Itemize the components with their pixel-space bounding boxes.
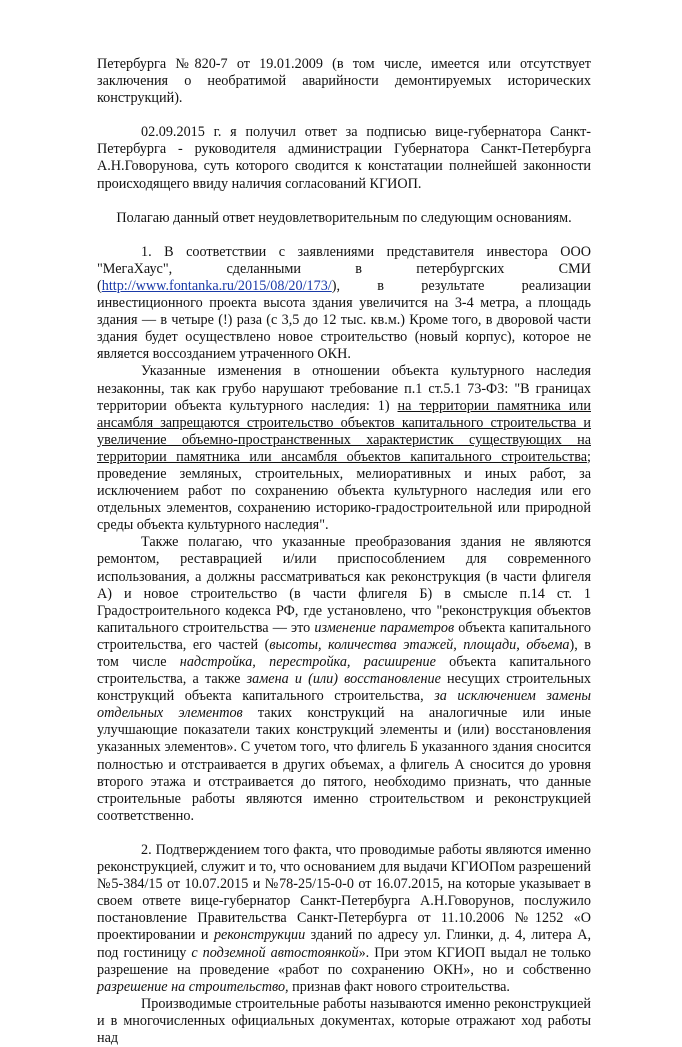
text: 02.09.2015 г. я получил ответ за подписью вице-губернатора Санкт-Петербурга - руководителя администрации Губернатора Санкт-Петербурга А.Н.Говорунова, суть которого сводится к констатации полнейшей законности происходящего ввиду наличия согласований КГИОП. [97, 124, 591, 192]
text: ». При этом КГИОП выдал не только разрешение на проведение «работ по сохранению ОКН», но и собственно [97, 944, 591, 978]
paragraph-response-received [97, 124, 591, 192]
paragraph-point-1 [97, 244, 591, 364]
italic-text: с подземной автостоянкой [191, 944, 359, 961]
spacer [97, 107, 591, 124]
text: 1. В соответствии с заявлениями представителя инвестора ООО "МегаХаус", сделанными в петербургских СМИ ( [97, 243, 591, 294]
text: Производимые строительные работы называются именно реконструкцией и в многочисленных официальных документах, которые отражают ход работы над [97, 995, 591, 1046]
text: Полагаю данный ответ неудовлетворительным по следующим основаниям. [116, 209, 572, 226]
paragraph-reconstruction [97, 534, 591, 825]
spacer [97, 193, 591, 210]
paragraph-unsatisfactory [97, 210, 591, 227]
text: ; проведение земляных, строительных, мелиоративных и иных работ, за исключением работ по сохранению объекта культурного наследия или его отдельных элементов, сохранению историко-градостроительной или природной среды объекта культурного наследия". [97, 448, 591, 534]
text: объекта капитального строительства, его частей ( [97, 619, 591, 653]
text: несущих строительных конструкций объекта капитального строительства, [97, 671, 591, 705]
text: зданий по адресу ул. Глинки, д. 4, литера А, под гостиницу [97, 927, 591, 961]
paragraph-continuation [97, 56, 591, 107]
paragraph-official-documents [97, 996, 591, 1047]
text: 2. Подтверждением того факта, что проводимые работы являются именно реконструкцией, служит и то, что основанием для выдачи КГИОПом разрешений №5-384/15 от 10.07.2015 и №78-25/15-0-0 от 16.07.2015, на которые указывает в своем ответе вице-губернатор Санкт-Петербурга А.Н.Говорунов, послужило постановление Правительства Санкт-Петербурга от 11.10.2006 №1252 «О проектировании и [97, 841, 591, 944]
fontanka-link[interactable]: http://www.fontanka.ru/2015/08/20/173/ [101, 277, 332, 294]
italic-text: разрешение на строительство [97, 978, 286, 995]
text: Указанные изменения в отношении объекта культурного наследия незаконны, так как грубо нарушают требование п.1 ст.5.1 73-ФЗ: "В границах территории объекта культурного наследия: 1) [97, 363, 591, 414]
paragraph-point-2 [97, 842, 591, 996]
text: , признав факт нового строительства. [285, 978, 510, 995]
paragraph-illegal-changes [97, 363, 591, 534]
document-page [97, 56, 591, 1047]
italic-text: надстройка, перестройка, расширение [179, 654, 436, 670]
underlined-quote: на территории памятника или ансамбля запрещаются строительство объектов капитального строительства и увеличение объемно-пространственных характеристик существующих на территории памятника или ансамбля объектов капитального строительства [97, 397, 591, 465]
text: объекта капитального строительства, а также [97, 654, 591, 688]
italic-text: изменение параметров [314, 619, 455, 636]
italic-text: за исключением замены отдельных элементов [97, 688, 591, 722]
text: Петербурга №820-7 от 19.01.2009 (в том числе, имеется или отсутствует заключения о необратимой аварийности демонтируемых исторических конструкций). [97, 56, 591, 107]
text: таких конструкций на аналогичные или иные улучшающие показатели таких конструкций элементы и (или) восстановления указанных элементов». С учетом того, что флигель Б указанного здания сносится полностью и отстраивается в других объемах, а флигель А сносится до уровня второго этажа и отстраивается до пятого, необходимо признать, что данные строительные работы являются именно строительством и реконструкцией соответственно. [97, 705, 591, 824]
text: ), в том числе [97, 636, 591, 670]
italic-text: высоты, количества этажей, площади, объема [269, 636, 570, 653]
spacer [97, 227, 591, 244]
text: Также полагаю, что указанные преобразования здания не являются ремонтом, реставрацией и/или приспособлением для современного использования, а должны рассматриваться как реконструкция (в части флигеля А) и новое строительство (в части флигеля Б) в смысле п.14 ст. 1 Градостроительного кодекса РФ, где установлено, что "реконструкция объектов капитального строительства — это [97, 534, 591, 636]
italic-text: замена и (или) восстановление [246, 671, 441, 688]
spacer [97, 825, 591, 842]
text: ), в результате реализации инвестиционного проекта высота здания увеличится на 3-4 метра, а площадь здания — в четыре (!) раза (с 3,5 до 12 тыс. кв.м.) Кроме того, в дворовой части здания будет осуществлено новое строительство (новый корпус), которое не является воссозданием утраченного ОКН. [97, 277, 591, 363]
italic-text: реконструкции [213, 927, 306, 944]
